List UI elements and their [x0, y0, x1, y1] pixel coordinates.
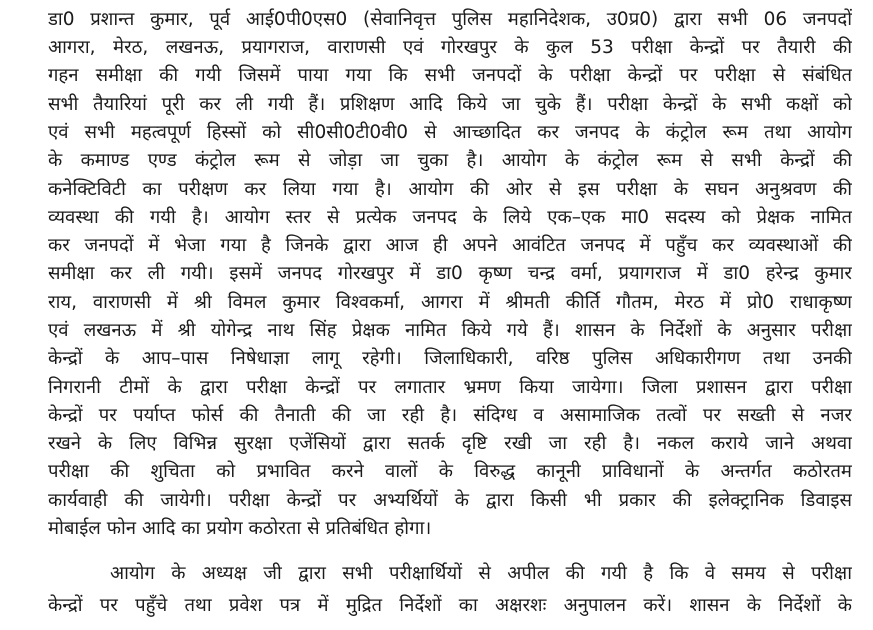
paragraph-line-6: के कमाण्ड एण्ड कंट्रोल रूम से जोड़ा जा चुका है। आयोग के कंट्रोल रूम से सभी केन्द्रों की [48, 150, 852, 171]
paragraph-line-15: केन्द्रों पर पर्याप्त फोर्स की तैनाती की जा रही है। संदिग्ध व असामाजिक तत्वों पर सख्ती से नजर [48, 405, 852, 426]
paragraph2-line-1: आयोग के अध्यक्ष जी द्वारा सभी परीक्षार्थियों से अपील की गयी है कि वे समय से परीक्षा [110, 563, 852, 584]
paragraph-line-18: कार्यवाही की जायेगी। परीक्षा केन्द्रों पर अभ्यर्थियों के द्वारा किसी भी प्रकार की इलेक्ट्रानिक डिवाइस [48, 490, 852, 511]
paragraph-line-17: परीक्षा की शुचिता को प्रभावित करने वालों के विरुद्ध कानूनी प्राविधानों के अन्तर्गत कठोरतम [48, 461, 852, 482]
paragraph-line-3: गहन समीक्षा की गयी जिसमें पाया गया कि सभी जनपदों के परीक्षा केन्द्रों पर परीक्षा से संबंधित [48, 65, 852, 86]
paragraph-line-7: कनेक्टिविटी का परीक्षण कर लिया गया है। आयोग की ओर से इस परीक्षा के सघन अनुश्रवण की [48, 179, 852, 200]
paragraph-line-10: समीक्षा कर ली गयी। इसमें जनपद गोरखपुर में डा0 कृष्ण चन्द्र वर्मा, प्रयागराज में डा0 हरेन्द्र कुमार [48, 263, 852, 284]
paragraph-line-12: एवं लखनऊ में श्री योगेन्द्र नाथ सिंह प्रेक्षक नामित किये गये हैं। शासन के निर्देशों के अनुसार परीक्षा [48, 320, 852, 341]
paragraph-line-14: निगरानी टीमों के द्वारा परीक्षा केन्द्रों पर लगातार भ्रमण किया जायेगा। जिला प्रशासन द्वारा परीक्षा [48, 377, 852, 398]
paragraph-line-5: एवं सभी महत्वपूर्ण हिस्सों को सी0सी0टी0वी0 से आच्छादित कर जनपद के कंट्रोल रूम तथा आयोग [48, 122, 852, 143]
paragraph-line-9: कर जनपदों में भेजा गया है जिनके द्वारा आज ही अपने आवंटित जनपद में पहुँच कर व्यवस्थाओं की [48, 235, 852, 256]
paragraph-line-16: रखने के लिए विभिन्न सुरक्षा एजेंसियों द्वारा सतर्क दृष्टि रखी जा रही है। नकल कराये जाने अथवा [48, 433, 852, 454]
paragraph-line-13: केन्द्रों के आप–पास निषेधाज्ञा लागू रहेगी। जिलाधिकारी, वरिष्ठ पुलिस अधिकारीगण तथा उनकी [48, 348, 852, 369]
paragraph2-line-2: केन्द्रों पर पहुँचे तथा प्रवेश पत्र में मुद्रित निर्देशों का अक्षरशः अनुपालन करें। शासन के निर्देशों के [48, 595, 852, 616]
paragraph-line-1: डा0 प्रशान्त कुमार, पूर्व आई0पी0एस0 (सेवानिवृत्त पुलिस महानिदेशक, उ0प्र0) द्वारा सभी 06 जनपदों [48, 9, 852, 30]
paragraph-line-8: व्यवस्था की गयी है। आयोग स्तर से प्रत्येक जनपद के लिये एक–एक मा0 सदस्य को प्रेक्षक नामित [48, 207, 852, 228]
paragraph-line-4: सभी तैयारियां पूरी कर ली गयी हैं। प्रशिक्षण आदि किये जा चुके हैं। परीक्षा केन्द्रों के सभी कक्षों को [48, 94, 852, 115]
paragraph-line-19: मोबाईल फोन आदि का प्रयोग कठोरता से प्रतिबंधित होगा। [48, 518, 432, 539]
paragraph-line-11: राय, वाराणसी में श्री विमल कुमार विश्वकर्मा, आगरा में श्रीमती कीर्ति गौतम, मेरठ में प्रो0 राधाकृष्ण [48, 292, 852, 313]
paragraph-line-2: आगरा, मेरठ, लखनऊ, प्रयागराज, वाराणसी एवं गोरखपुर के कुल 53 परीक्षा केन्द्रों पर तैयारी की [48, 37, 852, 58]
